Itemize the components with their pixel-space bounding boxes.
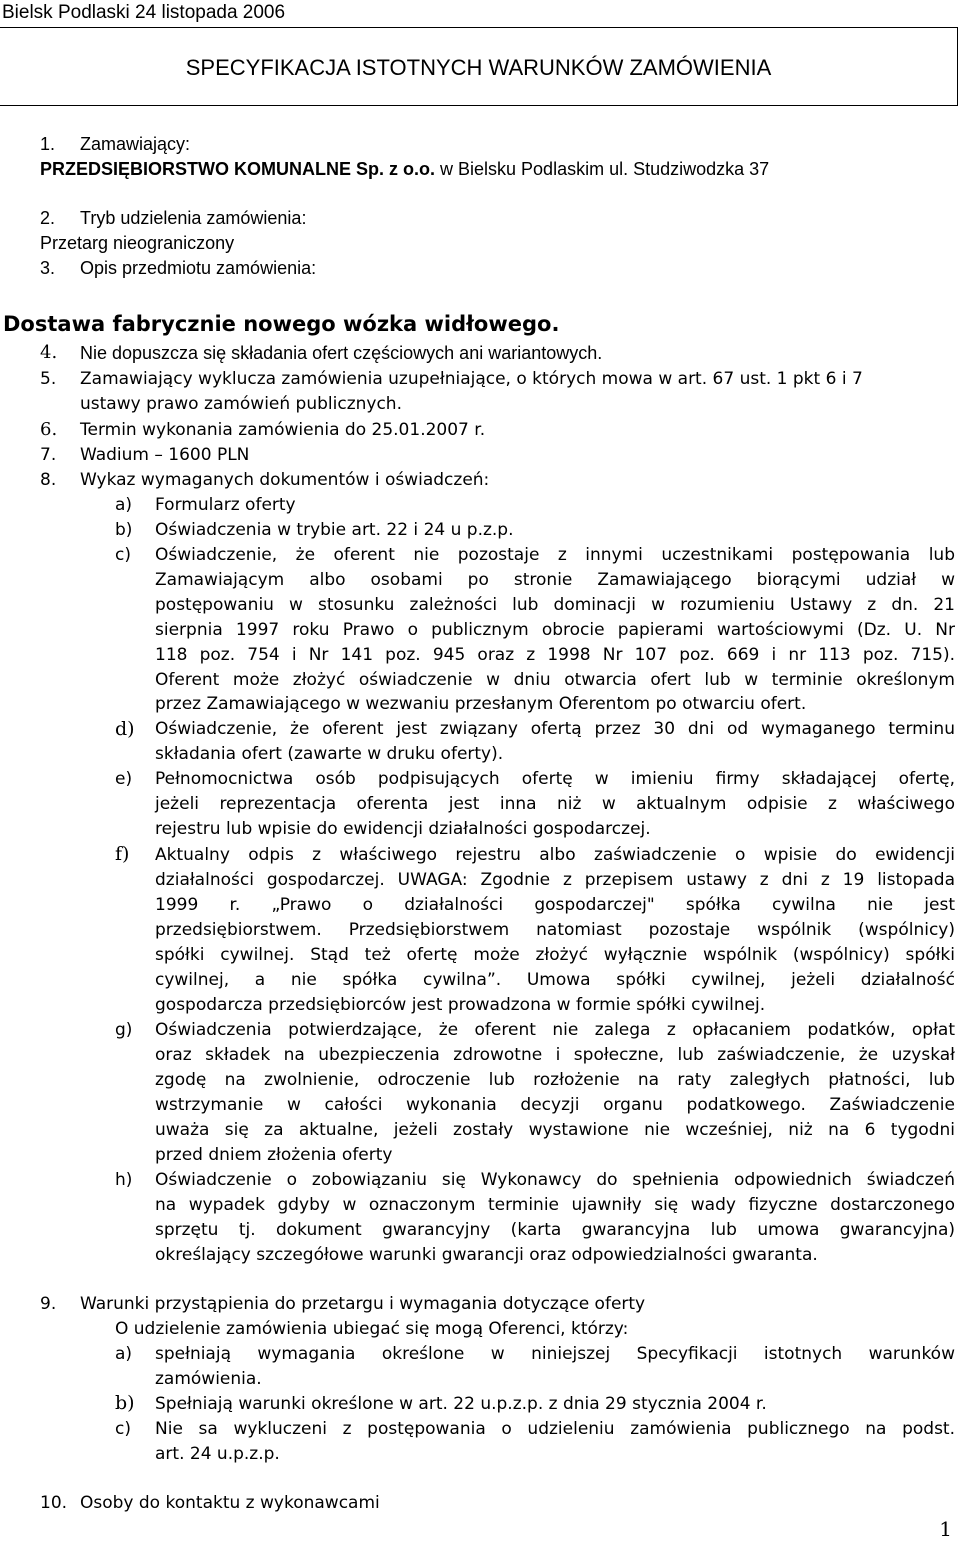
item-8a-text: Formularz oferty bbox=[155, 495, 296, 515]
section-8-number: 8. bbox=[40, 470, 57, 490]
item-8d-letter: d) bbox=[115, 718, 135, 740]
item-9a-line: spełniają wymagania określone w niniejszej Specyfikacji istotnych warunków bbox=[155, 1344, 955, 1364]
item-8c-line: sierpnia 1997 roku Prawo o publicznym obrocie papierami wartościowymi (Dz. U. Nr bbox=[155, 620, 955, 640]
item-8f-line: 1999 r. „Prawo o działalności gospodarczej" spółka cywilna nie jest bbox=[155, 895, 955, 915]
item-8c-line: Oświadczenie, że oferent nie pozostaje z innymi uczestnikami postępowania lub bbox=[155, 545, 955, 565]
section-1-value bbox=[40, 159, 769, 180]
section-2-number: 2. bbox=[40, 208, 56, 228]
section-3-number: 3. bbox=[40, 258, 56, 278]
section-1-number: 1. bbox=[40, 134, 56, 154]
company-name: PRZEDSIĘBIORSTWO KOMUNALNE Sp. z o.o. bbox=[40, 159, 435, 179]
section-4-number: 4. bbox=[40, 342, 58, 363]
section-9-label: Warunki przystąpienia do przetargu i wymagania dotyczące oferty bbox=[80, 1294, 646, 1314]
section-5-number: 5. bbox=[40, 369, 57, 389]
section-4-text: Nie dopuszcza się składania ofert częściowych ani wariantowych. bbox=[80, 343, 603, 363]
section-7-text: Wadium – 1600 PLN bbox=[80, 445, 250, 465]
item-8f-line: przedsiębiorstwem. Przedsiębiorstwem natomiast pozostaje wspólnik (wspólnicy) bbox=[155, 920, 955, 940]
document-title: SPECYFIKACJA ISTOTNYCH WARUNKÓW ZAMÓWIENIA bbox=[185, 55, 772, 80]
section-10-label: Osoby do kontaktu z wykonawcami bbox=[80, 1493, 380, 1513]
company-address: w Bielsku Podlaskim ul. Studziwodzka 37 bbox=[440, 159, 770, 179]
section-3-label: Opis przedmiotu zamówienia: bbox=[80, 258, 317, 278]
item-8f-letter: f) bbox=[115, 843, 130, 865]
item-8g-line: oraz składek na ubezpieczenia zdrowotne i społeczne, lub zaświadczenie, że uzyskał bbox=[155, 1045, 955, 1065]
item-8c-line: postępowaniu w stosunku zależności lub dominacji w rozumieniu Ustawy z dn. 21 bbox=[155, 595, 955, 615]
item-8f-line: gospodarcza przedsiębiorców jest prowadzona w formie spółki cywilnej. bbox=[155, 995, 766, 1015]
item-8h-line: sprzętu tj. dokument gwarancyjny (karta gwarancyjna lub umowa gwarancyjna) bbox=[155, 1220, 955, 1240]
item-8c-line: Zamawiającym albo osobami po stronie Zamawiającego biorącymi udział w bbox=[155, 570, 955, 590]
item-8g-line: uważa się za aktualne, jeżeli zostały wystawione nie wcześniej, niż na 6 tygodni bbox=[155, 1120, 955, 1140]
item-8g-line: przed dniem złożenia oferty bbox=[155, 1145, 393, 1165]
section-5-line-1: Zamawiający wyklucza zamówienia uzupełniające, o których mowa w art. 67 ust. 1 pkt 6 i 7 bbox=[80, 369, 863, 389]
item-8h-line: Oświadczenie o zobowiązaniu się Wykonawcy do spełnienia odpowiednich świadczeń bbox=[155, 1170, 955, 1190]
item-8c-line: 118 poz. 754 i Nr 141 poz. 945 oraz z 1998 Nr 107 poz. 669 i nr 113 poz. 715). bbox=[155, 645, 955, 665]
section-6-text: Termin wykonania zamówienia do 25.01.2007 r. bbox=[80, 420, 486, 440]
section-6-number: 6. bbox=[40, 419, 58, 440]
item-8g-line: Oświadczenia potwierdzające, że oferent nie zalega z opłacaniem podatków, opłat bbox=[155, 1020, 955, 1040]
item-8a-letter: a) bbox=[115, 495, 133, 515]
item-8h-letter: h) bbox=[115, 1170, 133, 1190]
item-9c-line: art. 24 u.p.z.p. bbox=[155, 1444, 280, 1464]
item-8d-line: składania ofert (zawarte w druku oferty). bbox=[155, 744, 504, 764]
item-9a-letter: a) bbox=[115, 1344, 133, 1364]
section-5-line-2: ustawy prawo zamówień publicznych. bbox=[80, 394, 402, 414]
item-8b-letter: b) bbox=[115, 520, 133, 540]
item-8c-line: Oferent może złożyć oświadczenie w dniu otwarcia ofert lub w terminie określonym bbox=[155, 670, 955, 690]
page-number: 1 bbox=[939, 1517, 952, 1541]
section-1-label: Zamawiający: bbox=[80, 134, 191, 154]
item-9a-line: zamówienia. bbox=[155, 1369, 262, 1389]
item-9c-line: Nie sa wykluczeni z postępowania o udzieleniu zamówienia publicznego na podst. bbox=[155, 1419, 955, 1439]
item-9b-line: Spełniają warunki określone w art. 22 u.p.z.p. z dnia 29 stycznia 2004 r. bbox=[155, 1394, 767, 1414]
item-8g-line: zgodę na zwolnienie, odroczenie lub rozłożenie na raty zaległych płatności, lub bbox=[155, 1070, 955, 1090]
section-10-number: 10. bbox=[40, 1493, 68, 1513]
item-9c-letter: c) bbox=[115, 1419, 131, 1439]
item-8f-line: spółki cywilnej. Stąd też ofertę może złożyć wyłącznie wspólnik (wspólnicy) spółki bbox=[155, 945, 955, 965]
item-8f-line: cywilnej, a nie spółka cywilna”. Umowa spółki cywilnej, jeżeli działalność bbox=[155, 970, 955, 990]
item-8g-letter: g) bbox=[115, 1020, 133, 1040]
section-9-number: 9. bbox=[40, 1294, 57, 1314]
item-8d-line: Oświadczenie, że oferent jest związany ofertą przez 30 dni od wymaganego terminu bbox=[155, 719, 955, 739]
item-8g-line: wstrzymanie w całości wykonania decyzji organu podatkowego. Zaświadczenie bbox=[155, 1095, 955, 1115]
section-2-label: Tryb udzielenia zamówienia: bbox=[80, 208, 307, 228]
section-3-value: Dostawa fabrycznie nowego wózka widłowego. bbox=[3, 312, 560, 336]
item-8c-line: przez Zamawiającego w wezwaniu przesłanym Oferentom po otwarciu ofert. bbox=[155, 694, 807, 714]
item-9b-letter: b) bbox=[115, 1392, 135, 1414]
item-8e-line: jeżeli reprezentacja oferenta jest inna niż w aktualnym odpisie z właściwego bbox=[155, 794, 955, 814]
item-8b-text: Oświadczenia w trybie art. 22 i 24 u p.z.p. bbox=[155, 520, 514, 540]
document-header-date: Bielsk Podlaski 24 listopada 2006 bbox=[2, 2, 286, 23]
item-8e-line: Pełnomocnictwa osób podpisujących ofertę w imieniu firmy składającej ofertę, bbox=[155, 769, 955, 789]
section-2-value: Przetarg nieograniczony bbox=[40, 233, 235, 253]
section-8-label: Wykaz wymaganych dokumentów i oświadczeń: bbox=[80, 470, 490, 490]
item-8e-line: rejestru lub wpisie do ewidencji działalności gospodarczej. bbox=[155, 819, 651, 839]
section-7-number: 7. bbox=[40, 445, 57, 465]
item-8f-line: działalności gospodarczej. UWAGA: Zgodnie z przepisem ustawy z dni z 19 listopada bbox=[155, 870, 955, 890]
item-8e-letter: e) bbox=[115, 769, 133, 789]
section-9-intro: O udzielenie zamówienia ubiegać się mogą Oferenci, którzy: bbox=[115, 1319, 629, 1339]
item-8h-line: na wypadek gdyby w oznaczonym terminie ujawniły się wady fizyczne dostarczonego bbox=[155, 1195, 955, 1215]
item-8c-letter: c) bbox=[115, 545, 131, 565]
item-8h-line: określający szczegółowe warunki gwarancji oraz odpowiedzialności gwaranta. bbox=[155, 1245, 818, 1265]
item-8f-line: Aktualny odpis z właściwego rejestru albo zaświadczenie o wpisie do ewidencji bbox=[155, 845, 955, 865]
